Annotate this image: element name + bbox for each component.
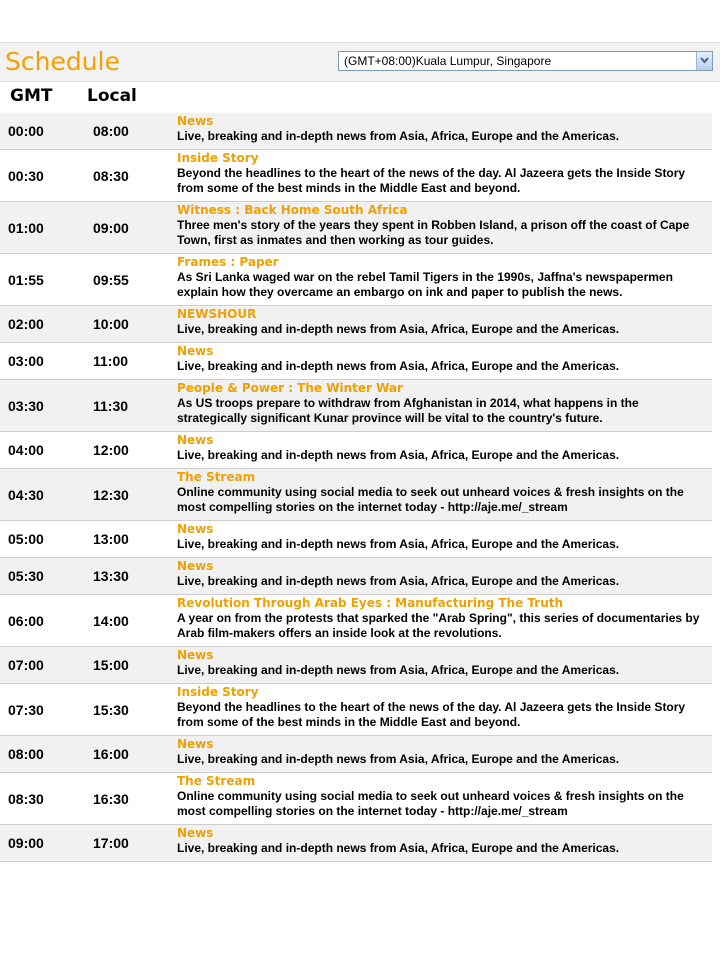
program-title[interactable]: News xyxy=(177,114,214,128)
time-gmt: 04:00 xyxy=(8,442,44,458)
program-info xyxy=(177,826,708,856)
schedule-row xyxy=(0,558,712,595)
program-info xyxy=(177,737,708,767)
time-local: 13:30 xyxy=(93,568,129,584)
time-gmt: 01:55 xyxy=(8,271,44,288)
program-info xyxy=(177,381,708,426)
program-info xyxy=(177,151,708,196)
dropdown-arrow-button[interactable] xyxy=(696,52,712,70)
program-title[interactable]: News xyxy=(177,826,214,840)
time-local: 08:00 xyxy=(93,123,129,139)
program-info xyxy=(177,648,708,678)
schedule-row xyxy=(0,202,712,254)
program-title[interactable]: Frames : Paper xyxy=(177,255,279,269)
schedule-row xyxy=(0,595,712,647)
program-info xyxy=(177,203,708,248)
time-local: 16:30 xyxy=(93,790,129,807)
program-description: Beyond the headlines to the heart of the news of the day. Al Jazeera gets the Inside Story from some of the best minds in the Middle East and beyond. xyxy=(177,166,686,195)
program-title[interactable]: Inside Story xyxy=(177,685,259,699)
time-local: 12:00 xyxy=(93,442,129,458)
time-gmt: 09:00 xyxy=(8,835,44,851)
schedule-row xyxy=(0,254,712,306)
time-gmt: 07:30 xyxy=(8,701,44,718)
schedule-row xyxy=(0,432,712,469)
program-description: Live, breaking and in-depth news from Asia, Africa, Europe and the Americas. xyxy=(177,574,620,588)
schedule-header-bar xyxy=(0,42,720,82)
time-local: 11:00 xyxy=(93,353,129,369)
time-gmt: 08:00 xyxy=(8,746,44,762)
time-gmt: 03:00 xyxy=(8,353,44,369)
time-gmt: 05:30 xyxy=(8,568,44,584)
program-description: Online community using social media to seek out unheard voices & fresh insights on the most compelling stories on the internet today - http://aje.me/_stream xyxy=(177,789,684,818)
program-description: Live, breaking and in-depth news from Asia, Africa, Europe and the Americas. xyxy=(177,322,620,336)
time-gmt: 08:30 xyxy=(8,790,44,807)
program-info xyxy=(177,255,708,300)
schedule-row xyxy=(0,736,712,773)
program-description: Beyond the headlines to the heart of the news of the day. Al Jazeera gets the Inside Story from some of the best minds in the Middle East and beyond. xyxy=(177,700,686,729)
schedule-row xyxy=(0,150,712,202)
program-description: Live, breaking and in-depth news from Asia, Africa, Europe and the Americas. xyxy=(177,841,620,855)
page-title: Schedule xyxy=(5,47,120,76)
program-info xyxy=(177,685,708,730)
program-title[interactable]: Inside Story xyxy=(177,151,259,165)
program-title[interactable]: News xyxy=(177,522,214,536)
schedule-row xyxy=(0,113,712,150)
program-title[interactable]: People & Power : The Winter War xyxy=(177,381,403,395)
program-title[interactable]: Revolution Through Arab Eyes : Manufacturing The Truth xyxy=(177,596,564,610)
program-title[interactable]: News xyxy=(177,344,214,358)
program-info xyxy=(177,433,708,463)
time-gmt: 07:00 xyxy=(8,657,44,673)
program-description: Online community using social media to seek out unheard voices & fresh insights on the most compelling stories on the internet today - http://aje.me/_stream xyxy=(177,485,684,514)
program-title[interactable]: Witness : Back Home South Africa xyxy=(177,203,408,217)
program-description: A year on from the protests that sparked the "Arab Spring", this series of documentaries by Arab film-makers offers an inside look at the revolutions. xyxy=(177,611,700,640)
timezone-selected-value: (GMT+08:00)Kuala Lumpur, Singapore xyxy=(344,54,552,68)
timezone-select[interactable] xyxy=(338,51,713,71)
time-local: 13:00 xyxy=(93,531,129,547)
program-description: As Sri Lanka waged war on the rebel Tamil Tigers in the 1990s, Jaffna's newspapermen explain how they overcame an embargo on ink and paper to publish the news. xyxy=(177,270,673,299)
time-local: 09:00 xyxy=(93,219,129,236)
time-local: 15:30 xyxy=(93,701,129,718)
program-title[interactable]: News xyxy=(177,648,214,662)
program-info xyxy=(177,522,708,552)
chevron-down-icon xyxy=(700,57,709,64)
program-info xyxy=(177,114,708,144)
schedule-row xyxy=(0,343,712,380)
program-description: Live, breaking and in-depth news from Asia, Africa, Europe and the Americas. xyxy=(177,129,620,143)
column-header-local: Local xyxy=(87,86,137,106)
time-local: 16:00 xyxy=(93,746,129,762)
time-local: 09:55 xyxy=(93,271,129,288)
time-gmt: 02:00 xyxy=(8,316,44,332)
schedule-row xyxy=(0,684,712,736)
program-info xyxy=(177,470,708,515)
time-local: 17:00 xyxy=(93,835,129,851)
time-local: 14:00 xyxy=(93,612,129,629)
program-description: Three men's story of the years they spent in Robben Island, a prison off the coast of Cape Town, first as inmates and then working as tour guides. xyxy=(177,218,690,247)
program-description: Live, breaking and in-depth news from Asia, Africa, Europe and the Americas. xyxy=(177,537,620,551)
time-local: 11:30 xyxy=(93,397,129,414)
time-local: 08:30 xyxy=(93,167,129,184)
time-gmt: 00:00 xyxy=(8,123,44,139)
program-title[interactable]: The Stream xyxy=(177,774,256,788)
program-info xyxy=(177,307,708,337)
program-title[interactable]: News xyxy=(177,559,214,573)
schedule-row xyxy=(0,380,712,432)
program-info xyxy=(177,559,708,589)
program-title[interactable]: News xyxy=(177,433,214,447)
time-gmt: 04:30 xyxy=(8,486,44,503)
program-info xyxy=(177,596,708,641)
schedule-row xyxy=(0,773,712,825)
schedule-row xyxy=(0,825,712,862)
program-description: Live, breaking and in-depth news from Asia, Africa, Europe and the Americas. xyxy=(177,752,620,766)
time-local: 15:00 xyxy=(93,657,129,673)
program-description: As US troops prepare to withdraw from Afghanistan in 2014, what happens in the strategically significant Kunar province will be vital to the country's future. xyxy=(177,396,639,425)
program-info xyxy=(177,774,708,819)
program-description: Live, breaking and in-depth news from Asia, Africa, Europe and the Americas. xyxy=(177,448,620,462)
program-info xyxy=(177,344,708,374)
program-description: Live, breaking and in-depth news from Asia, Africa, Europe and the Americas. xyxy=(177,359,620,373)
program-title[interactable]: The Stream xyxy=(177,470,256,484)
schedule-row xyxy=(0,521,712,558)
schedule-row xyxy=(0,306,712,343)
time-gmt: 05:00 xyxy=(8,531,44,547)
time-gmt: 03:30 xyxy=(8,397,44,414)
schedule-list xyxy=(0,113,712,862)
time-local: 10:00 xyxy=(93,316,129,332)
schedule-row xyxy=(0,469,712,521)
time-gmt: 00:30 xyxy=(8,167,44,184)
time-gmt: 01:00 xyxy=(8,219,44,236)
program-title[interactable]: News xyxy=(177,737,214,751)
column-header-gmt: GMT xyxy=(10,86,53,106)
time-gmt: 06:00 xyxy=(8,612,44,629)
schedule-row xyxy=(0,647,712,684)
program-description: Live, breaking and in-depth news from Asia, Africa, Europe and the Americas. xyxy=(177,663,620,677)
time-local: 12:30 xyxy=(93,486,129,503)
program-title[interactable]: NEWSHOUR xyxy=(177,307,257,321)
